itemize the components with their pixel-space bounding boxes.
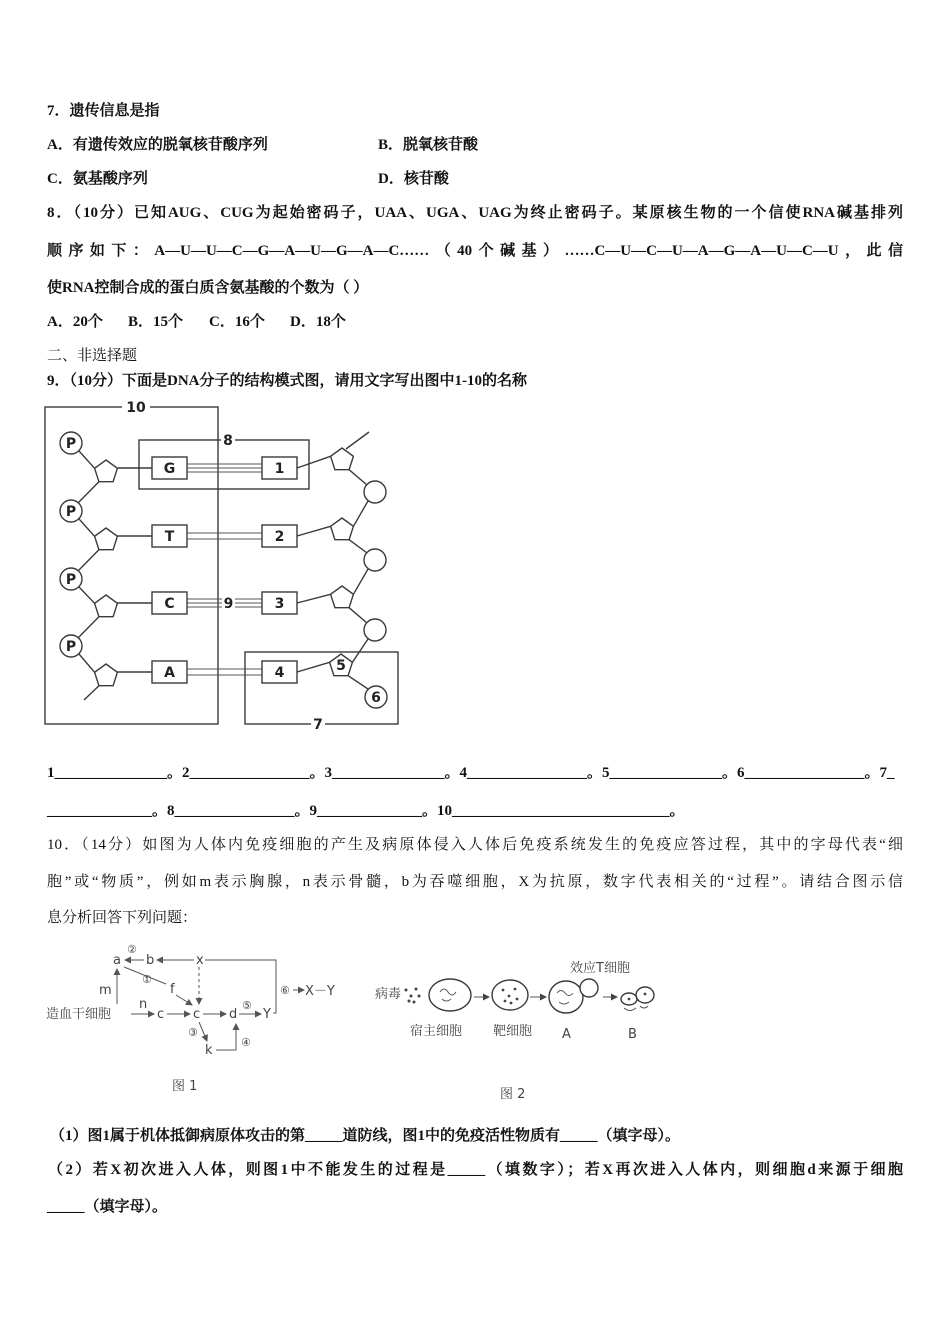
node-c: c [157, 1007, 165, 1022]
section-title: 二、非选择题 [47, 348, 138, 364]
q7-option-a: A．有遗传效应的脱氧核苷酸序列 [47, 137, 268, 153]
backbone-bond [79, 587, 95, 603]
step-4: ④ [241, 1036, 251, 1049]
target-cell-virus-dots [502, 988, 519, 1005]
q10-stem-line-1: 10．（14分）如图为人体内免疫细胞的产生及病原体侵入人体后免疫系统发生的免疫应答过程，其中的字母代表“细 [47, 837, 903, 853]
antigen-path-line [205, 960, 276, 1013]
q8-option-b: B．15个 [128, 314, 184, 330]
q10-sub-question-2-line-2: _____（填字母）。 [47, 1199, 168, 1215]
step-5: ⑤ [242, 999, 252, 1012]
arrow-k-to-d [216, 1024, 236, 1050]
base-label-1: 1 [274, 461, 285, 477]
backbone-bond [348, 676, 368, 689]
antigen-antibody-complex: X－Y [305, 984, 335, 999]
label-7: 7 [313, 717, 323, 733]
phosphate-label: P [65, 436, 77, 452]
target-cell-label: 靶细胞 [493, 1024, 533, 1039]
q10-sub-question-2-line-1: （2）若X初次进入人体，则图1中不能发生的过程是_____（填数字）；若X再次进入人体内，则细胞d来源于细胞 [48, 1162, 903, 1178]
base-label-3: 3 [274, 596, 285, 612]
phosphate-label: P [65, 504, 77, 520]
label-6: 6 [371, 690, 381, 706]
backbone-bond [353, 501, 368, 526]
node-m: m [99, 983, 112, 998]
node-d: d [229, 1007, 238, 1022]
deoxyribose-pentagon [95, 664, 118, 686]
backbone-bond [79, 654, 95, 672]
label-9: 9 [223, 596, 234, 612]
q9-answer-line-2: ______________。8________________。9______________。10_____________________________。 [47, 803, 685, 819]
backbone-bond [78, 550, 99, 571]
effector-t-cell-label: 效应T细胞 [570, 961, 630, 976]
base-label-t: T [164, 529, 175, 545]
figure-1-caption: 图 1 [172, 1079, 198, 1094]
sugar-base-bond [297, 594, 331, 603]
step-3: ③ [188, 1026, 198, 1039]
q10-stem-line-2: 胞”或“物质”，例如m表示胸腺，n表示骨髓，b为吞噬细胞，X为抗原，数字代表相关的“过程”。请结合图示信 [47, 874, 903, 890]
node-n: n [139, 997, 148, 1012]
base-label-4: 4 [274, 665, 285, 681]
q10-stem-line-3: 息分析回答下列问题： [47, 910, 198, 926]
host-cell-label: 宿主细胞 [410, 1024, 463, 1039]
q8-option-c: C．16个 [209, 314, 265, 330]
backbone-bond [78, 482, 99, 503]
sugar-base-bond [297, 526, 331, 536]
node-b: b [146, 953, 155, 968]
phosphate-circle-right [364, 619, 386, 641]
node-x: x [196, 953, 204, 968]
q8-options [47, 312, 371, 332]
q9-answer-line-1: 1_______________。2________________。3_______________。4________________。5_______________。6________________。7_ [47, 765, 895, 781]
phosphate-label: P [65, 639, 77, 655]
node-a: a [113, 953, 121, 968]
effector-t-cell [580, 979, 598, 997]
immune-figure-2 [370, 955, 670, 1105]
base-label-a: A [164, 665, 175, 681]
label-10: 10 [126, 400, 146, 416]
step-2: ② [127, 943, 137, 956]
q7-option-d: D．核苷酸 [378, 171, 449, 187]
base-label-c: C [164, 596, 175, 612]
virus-particles [405, 988, 421, 1004]
cell-a [549, 981, 583, 1013]
backbone-bond [352, 639, 368, 662]
cell-a-interior [557, 991, 573, 1005]
dna-structure-diagram [40, 398, 410, 736]
deoxyribose-pentagon [331, 448, 354, 470]
q8-option-d: D．18个 [290, 314, 346, 330]
node-c-activated: c [193, 1007, 201, 1022]
q10-sub-question-1: （1）图1属于机体抵御病原体攻击的第_____道防线，图1中的免疫活性物质有_____（填字母）。 [50, 1128, 681, 1144]
label-5: 5 [336, 658, 346, 674]
q7-option-b: B．脱氧核苷酸 [378, 137, 479, 153]
backbone-tail [346, 432, 369, 449]
hematopoietic-stem-cell: 造血干细胞 [46, 1007, 112, 1022]
figure-2-caption: 图 2 [500, 1087, 526, 1102]
phosphate-circle-right [364, 549, 386, 571]
q8-stem-line-1: 8．（10分）已知AUG、CUG为起始密码子，UAA、UGA、UAG为终止密码子。某原核生物的一个信使RNA碱基排列 [47, 205, 903, 221]
step-6: ⑥ [280, 984, 290, 997]
virus-label: 病毒 [375, 987, 402, 1002]
backbone-bond [79, 451, 95, 468]
backbone-bond [349, 470, 367, 485]
node-k: k [205, 1043, 213, 1058]
backbone-bond [78, 617, 99, 638]
deoxyribose-pentagon [95, 528, 118, 550]
q8-option-a: A．20个 [47, 314, 103, 330]
target-cell [492, 980, 528, 1010]
q9-stem: 9．（10分）下面是DNA分子的结构模式图，请用文字写出图中1-10的名称 [47, 373, 527, 389]
label-8: 8 [223, 433, 233, 449]
sugar-base-bond [297, 456, 331, 468]
lysed-cell-b [621, 987, 654, 1011]
cell-a-label: A [562, 1027, 571, 1042]
phosphate-circle-right [364, 481, 386, 503]
host-cell-nucleus [440, 989, 456, 1001]
arrow-c-to-k [199, 1022, 207, 1041]
q7-stem: 7．遗传信息是指 [47, 103, 160, 119]
immune-figure-1 [40, 938, 340, 1103]
deoxyribose-pentagon [95, 460, 118, 482]
backbone-bond [349, 608, 367, 623]
backbone-bond [353, 569, 368, 594]
base-label-2: 2 [274, 529, 285, 545]
cell-b-label: B [628, 1027, 637, 1042]
sugar-base-bond [297, 662, 330, 672]
backbone-tail [84, 686, 99, 700]
node-y: Y [263, 1007, 271, 1022]
host-cell [429, 979, 471, 1011]
backbone-bond [349, 540, 367, 553]
q8-stem-line-3: 使RNA控制合成的蛋白质含氨基酸的个数为（ ） [47, 280, 369, 296]
deoxyribose-pentagon [331, 518, 354, 540]
deoxyribose-pentagon [331, 586, 354, 608]
deoxyribose-pentagon [95, 595, 118, 617]
base-label-g: G [163, 461, 176, 477]
q7-option-c: C．氨基酸序列 [47, 171, 148, 187]
node-f: f [170, 982, 175, 997]
step-1: ① [142, 973, 152, 986]
phosphate-label: P [65, 572, 77, 588]
backbone-bond [79, 519, 95, 536]
q8-stem-line-2: 顺序如下：A—U—U—C—G—A—U—G—A—C……（40个碱基）……C—U—C—U—A—G—A—U—C—U，此信 [47, 243, 903, 259]
arrow-f-to-c [176, 995, 192, 1005]
